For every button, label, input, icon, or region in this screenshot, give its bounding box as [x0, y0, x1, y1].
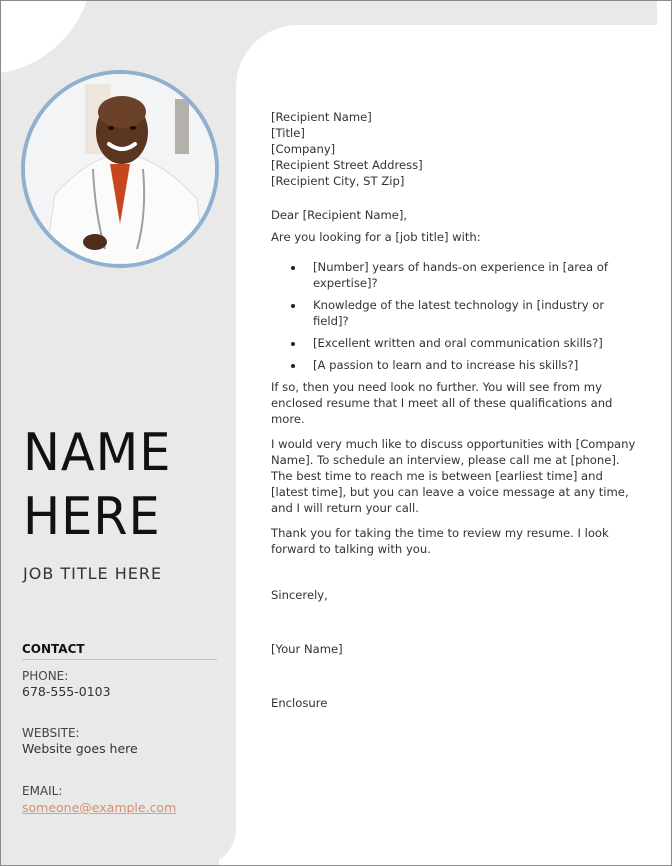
list-item: [A passion to learn and to increase his skills?] [313, 357, 641, 373]
recipient-title: [Title] [271, 126, 305, 140]
profile-photo[interactable] [21, 70, 219, 268]
phone-label: PHONE: [22, 669, 69, 683]
phone-value: 678-555-0103 [22, 684, 111, 699]
list-item: [Excellent written and oral communication skills?] [313, 335, 641, 351]
paragraph-1: If so, then you need look no further. You will see from my enclosed resume that I meet all of these qualifications and more. [271, 380, 613, 426]
closing: Sincerely, [271, 588, 328, 602]
email-label: EMAIL: [22, 784, 63, 798]
recipient-name: [Recipient Name] [271, 110, 372, 124]
letter-body [271, 109, 641, 711]
list-item: [Number] years of hands-on experience in [area of expertise]? [313, 259, 641, 291]
recipient-company: [Company] [271, 142, 336, 156]
website-label: WEBSITE: [22, 726, 80, 740]
paragraph-2: I would very much like to discuss opportunities with [Company Name]. To schedule an interview, please call me at [phone]. The best time to reach me is between [earliest time] and [latest time], but you can leave a voice message at any time, and I will return your call. [271, 437, 636, 515]
recipient-city: [Recipient City, ST Zip] [271, 174, 405, 188]
paragraph-3: Thank you for taking the time to review my resume. I look forward to talking with you. [271, 526, 609, 556]
qualifications-list [271, 259, 641, 373]
recipient-street: [Recipient Street Address] [271, 158, 423, 172]
recipient-block [271, 109, 641, 189]
applicant-name [23, 421, 179, 549]
name-line-2: HERE [23, 487, 161, 547]
signature: [Your Name] [271, 642, 343, 656]
intro-line: Are you looking for a [job title] with: [271, 230, 481, 244]
doctor-portrait-icon [25, 74, 215, 264]
enclosure: Enclosure [271, 696, 328, 710]
name-line-1: NAME [23, 423, 172, 483]
website-value: Website goes here [22, 741, 138, 756]
email-link[interactable]: someone@example.com [22, 800, 177, 815]
contact-heading: CONTACT [22, 642, 217, 660]
job-title: JOB TITLE HERE [23, 564, 163, 583]
salutation: Dear [Recipient Name], [271, 208, 408, 222]
list-item: Knowledge of the latest technology in [industry or field]? [313, 297, 641, 329]
sidebar-rounded-corner [171, 761, 236, 865]
